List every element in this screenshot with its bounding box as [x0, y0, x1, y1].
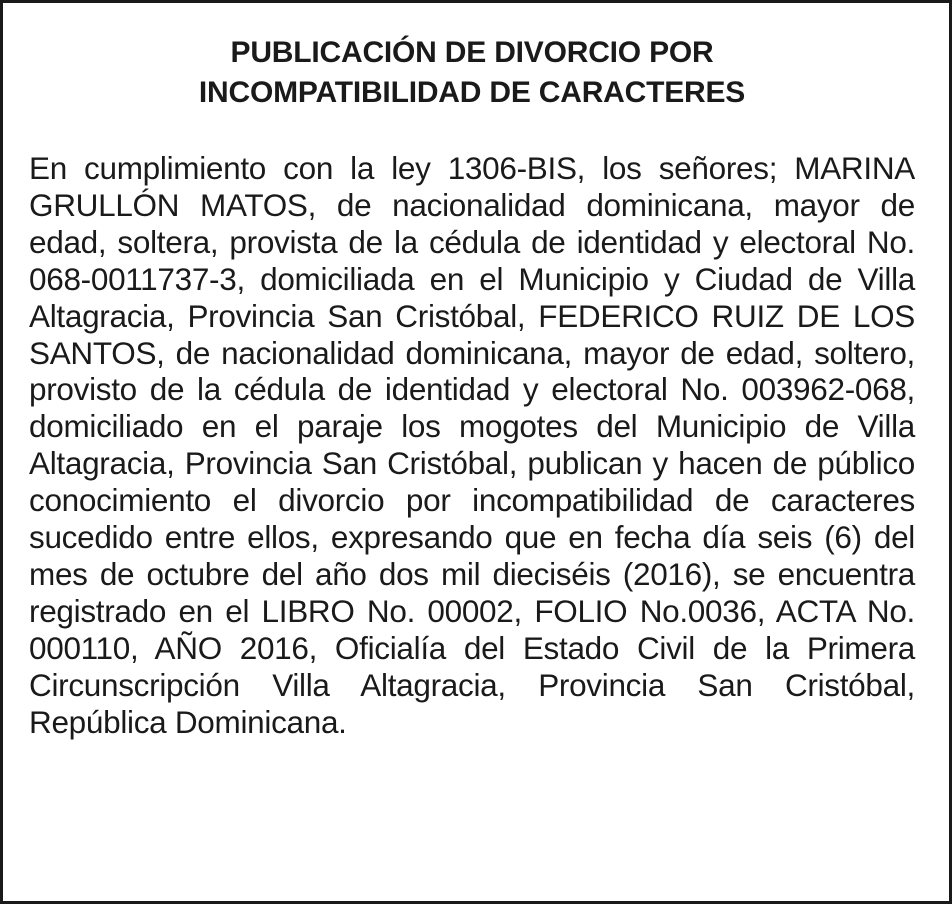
notice-title-line-2: INCOMPATIBILIDAD DE CARACTERES	[198, 76, 746, 109]
notice-title	[29, 33, 915, 113]
notice-body: En cumplimiento con la ley 1306-BIS, los señores; MARINA GRULLÓN MATOS, de nacionalidad dominicana, mayor de edad, soltera, provista de la cédula de identidad y electoral No. 068-0011737-3, domiciliada en el Municipio y Ciudad de Villa Altagracia, Provincia San Cristóbal, FEDERICO RUIZ DE LOS SANTOS, de nacionalidad dominicana, mayor de edad, soltero, provisto de la cédula de identidad y electoral No. 003962-068, domiciliado en el paraje los mogotes del Municipio de Villa Altagracia, Provincia San Cristóbal, publican y hacen de público conocimiento el divorcio por incompatibilidad de caracteres sucedido entre ellos, expresando que en fecha día seis (6) del mes de octubre del año dos mil dieciséis (2016), se encuentra registrado en el LIBRO No. 00002, FOLIO No.0036, ACTA No. 000110, AÑO 2016, Oficialía del Estado Civil de la Primera Circunscripción Villa Altagracia, Provincia San Cristóbal, República Dominicana.	[29, 150, 915, 740]
notice-title-line-1: PUBLICACIÓN DE DIVORCIO POR	[230, 36, 714, 69]
